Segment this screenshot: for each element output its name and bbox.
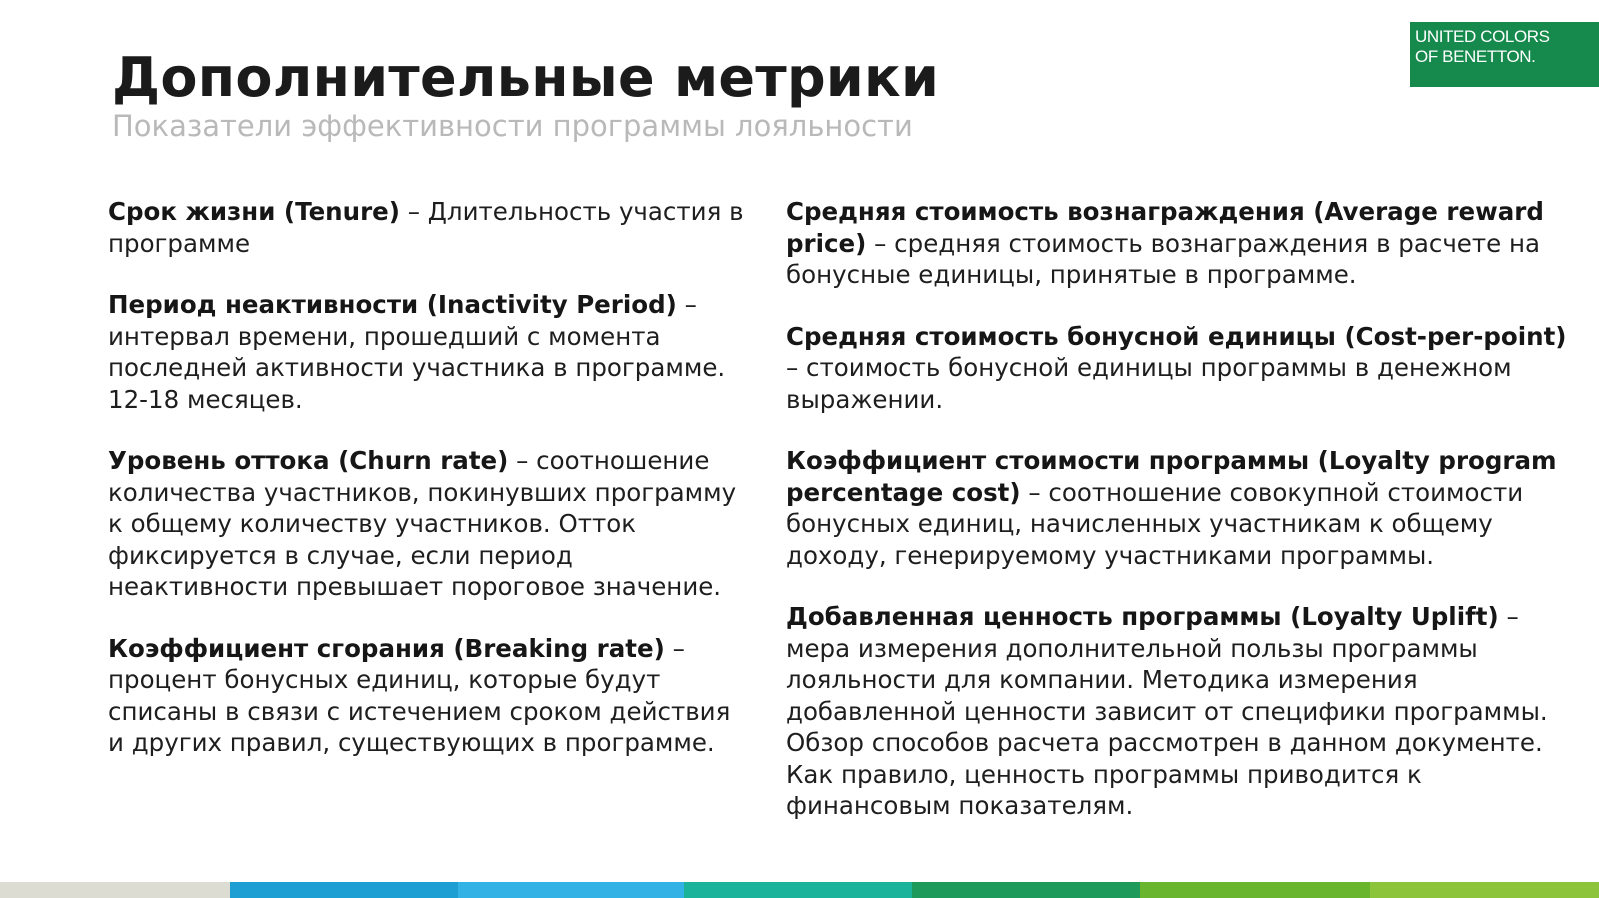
stripe-segment (458, 882, 684, 898)
left-column (108, 196, 748, 759)
logo-line-2: OF BENETTON. (1415, 47, 1536, 66)
metric-term: Коэффициент стоимости программы (Loyalty program percentage cost) (786, 446, 1557, 507)
metric-definition: – соотношение количества участников, покинувших программу к общему количеству участников. Отток фиксируется в случае, если период неактивности превышает пороговое значение. (108, 446, 737, 601)
metric-loyalty-uplift (786, 601, 1586, 822)
metric-breaking-rate (108, 633, 748, 759)
benetton-logo (1410, 22, 1599, 87)
metric-tenure (108, 196, 748, 259)
metric-definition: – интервал времени, прошедший с момента последней активности участника в программе. 12-18 месяцев. (108, 290, 726, 414)
stripe-segment (1370, 882, 1599, 898)
metric-loyalty-program-percentage-cost (786, 445, 1586, 571)
page-subtitle: Показатели эффективности программы лояльности (112, 109, 913, 143)
stripe-segment (230, 882, 458, 898)
metric-definition: – соотношение совокупной стоимости бонусных единиц, начисленных участникам к общему доходу, генерируемому участниками программы. (786, 477, 1524, 570)
stripe-segment (1140, 882, 1370, 898)
metric-definition: – средняя стоимость вознаграждения в расчете на бонусные единицы, принятые в программе. (786, 228, 1541, 289)
stripe-segment (0, 882, 230, 898)
metric-term: Добавленная ценность программы (Loyalty Uplift) (786, 602, 1499, 631)
page-title: Дополнительные метрики (112, 46, 940, 109)
metric-definition: – процент бонусных единиц, которые будут списаны в связи с истечением сроком действия и других правил, существующих в программе. (108, 633, 731, 757)
stripe-segment (912, 882, 1140, 898)
stripe-segment (684, 882, 912, 898)
metric-definition: – стоимость бонусной единицы программы в денежном выражении. (786, 353, 1512, 414)
metric-term: Период неактивности (Inactivity Period) (108, 290, 677, 319)
metric-term: Средняя стоимость бонусной единицы (Cost-per-point) (786, 321, 1567, 351)
metric-definition: – мера измерения дополнительной пользы программы лояльности для компании. Методика измерения добавленной ценности зависит от специфики программы. Обзор способов расчета рассмотрен в данном документе. Как правило, ценность программы приводится к финансовым показателям. (786, 602, 1548, 820)
metric-term: Коэффициент сгорания (Breaking rate) (108, 633, 665, 663)
metric-churn-rate (108, 445, 748, 603)
metric-term: Срок жизни (Tenure) (108, 197, 400, 226)
metric-definition: – Длительность участия в программе (108, 197, 744, 258)
metric-term: Средняя стоимость вознаграждения (Average reward price) (786, 197, 1544, 258)
metric-term: Уровень оттока (Churn rate) (108, 446, 509, 475)
metric-average-reward-price (786, 196, 1586, 291)
metric-cost-per-point (786, 321, 1586, 416)
logo-line-1: UNITED COLORS (1415, 27, 1550, 46)
metric-inactivity-period (108, 289, 748, 415)
right-column (786, 196, 1586, 822)
footer-color-stripe (0, 882, 1599, 898)
